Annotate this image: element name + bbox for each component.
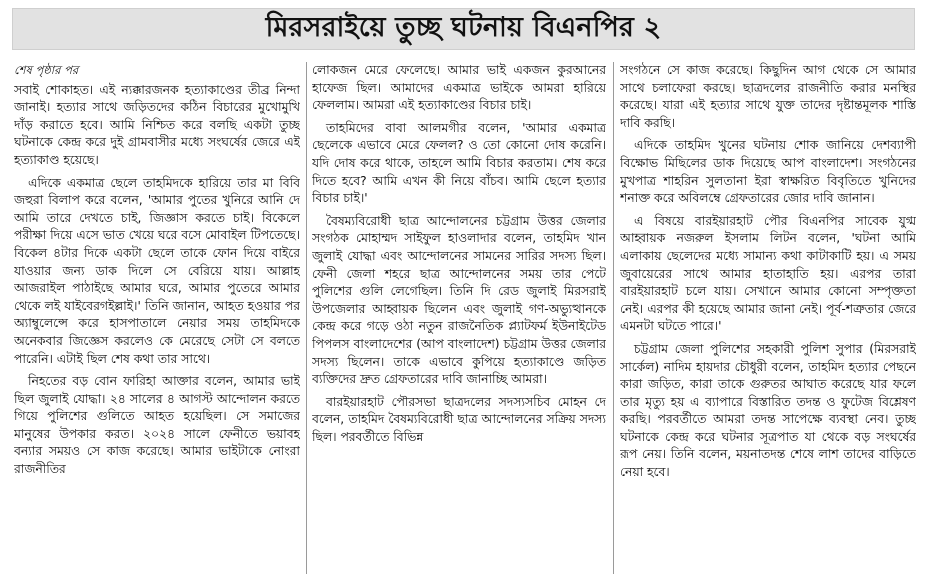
paragraph: বৈষম্যবিরোধী ছাত্র আন্দোলনের চট্টগ্রাম উত্তর জেলার সংগঠক মোহাম্মদ সাইফুল হাওলাদার বলেন, তাহমিদ খান জুলাই যোদ্ধা এবং আন্দোলনের সামনের সারির সদস্য ছিল। ফেনী জেলা শহরে ছাত্র আন্দোলনের সময় তার পেটে পুলিশের গুলি লেগেছিল। তিনি দি রেড জুলাই মিরসরাই উপজেলার আহ্বায়ক ছিলেন এবং জুলাই গণ-অভ্যুত্থানকে কেন্দ্র করে গড়ে ওঠা নতুন রাজনৈতিক প্ল্যাটফর্ম ইউনাইটেড পিপলস বাংলাদেশের (আপ বাংলাদেশ) চট্টগ্রাম উত্তর জেলার সদস্য ছিলেন। তাকে এভাবে কুপিয়ে হত্যাকাণ্ডে জড়িত ব্যক্তিদের দ্রুত গ্রেফতারের দাবি জানাচ্ছি আমরা।: [312, 213, 606, 387]
article-column-2: [312, 62, 606, 578]
paragraph: নিহতের বড় বোন ফারিহা আক্তার বলেন, আমার ভাই ছিল জুলাই যোদ্ধা। ২৪ সালের ৪ আগস্ট আন্দোলন করতে গিয়ে পুলিশের গুলিতে আহত হয়েছিল। সে সমাজের মানুষের উপকার করত। ২০২৪ সালে ফেনীতে ভয়াবহ বন্যার সময়ও সে কাজ করেছে। আমার ভাইটাকে নোংরা রাজনীতির: [14, 374, 300, 477]
headline-banner: [12, 8, 915, 50]
paragraph: বারইয়ারহাট পৌরসভা ছাত্রদলের সদস্যসচিব মোহন দে বলেন, তাহমিদ বৈষম্যবিরোধী ছাত্র আন্দোলনের সক্রিয় সদস্য ছিল। পরবর্তীতে বিভিন্ন: [312, 394, 606, 444]
article-column-1: [14, 62, 300, 578]
paragraph: এদিকে একমাত্র ছেলে তাহমিদকে হারিয়ে তার মা বিবি জহুরা বিলাপ করে বলেন, 'আমার পুতের খুনিরে আনি দে আমি তারে দেখতে চাই, জিজ্ঞাস করতে চাই। বিকেলে পরীক্ষা দিয়ে এসে ভাত খেয়ে ঘরে বসে মোবাইল টিপতেছে। বিকেল ৪টার দিকে একটা ছেলে তাকে ফোন দিয়ে বাইরে যাওয়ার জন্য ডাক দিলে সে বেরিয়ে যায়। আল্লাহ আজরাইল পাঠাইছে আমার ঘরে, আমার পুতেরে আমার থেকে লই যাইবেরগইল্লাই।' তিনি জানান, আহত হওয়ার পর অ্যাম্বুলেন্সে করে হাসপাতালে নেয়ার সময় তাহমিদকে অনেকবার জিজ্ঞেস করলেও কে মেরেছে সেটা সে বলতে পারেনি। এটাই ছিল শেষ কথা তার সাথে।: [14, 175, 300, 366]
paragraph: তাহমিদের বাবা আলমগীর বলেন, 'আমার একমাত্র ছেলেকে এভাবে মেরে ফেলল? ও তো কোনো দোষ করেনি। যদি দোষ করে থাকে, তাহলে আমি বিচার করতাম। শেষ করে দিতে হবে? আমি এখন কী নিয়ে বাঁচব। আমি ছেলে হত্যার বিচার চাই।': [312, 120, 606, 206]
column-divider: [306, 62, 307, 574]
paragraph: চট্টগ্রাম জেলা পুলিশের সহকারী পুলিশ সুপার (মিরসরাই সার্কেল) নাদিম হায়দার চৌধুরী বলেন, তাহমিদ হত্যার পেছনে কারা জড়িত, কারা তাকে গুরুতর আঘাত করেছে যার ফলে তার মৃত্যু হয় এ ব্যাপারে বিস্তারিত তদন্ত ও ফুটেজ বিশ্লেষণ করছি। পরবর্তীতে আমরা তদন্ত সাপেক্ষে ব্যবস্থা নেব। তুচ্ছ ঘটনাকে কেন্দ্র করে ঘটনার সূত্রপাত যা থেকে বড় সংঘর্ষের রূপ নেয়। তিনি বলেন, ময়নাতদন্ত শেষে লাশ তাদের বাড়িতে নেয়া হবে।: [620, 341, 916, 480]
paragraph: লোকজন মেরে ফেলেছে। আমার ভাই একজন কুরআনের হাফেজ ছিল। আমাদের একমাত্র ভাইকে আমরা হারিয়ে ফেললাম। আমরা এই হত্যাকাণ্ডের বিচার চাই।: [312, 63, 606, 113]
article-column-3: [620, 62, 916, 578]
paragraph: সংগঠনে সে কাজ করেছে। কিছুদিন আগ থেকে সে আমার সাথে চলাফেরা করছে। ছাত্রদলের রাজনীতি করার মনস্থির করেছে। যারা এই হত্যার সাথে যুক্ত তাদের দৃষ্টান্তমূলক শাস্তি দাবি করছি।: [620, 63, 916, 130]
paragraph: এদিকে তাহমিদ খুনের ঘটনায় শোক জানিয়ে দেশব্যাপী বিক্ষোভ মিছিলের ডাক দিয়েছে আপ বাংলাদেশ। সংগঠনের মুখপাত্র শাহরিন সুলতানা ইরা স্বাক্ষরিত বিবৃতিতে খুনিদের শনাক্ত করে অবিলম্বে গ্রেফতারের জোর দাবি জানান।: [620, 138, 916, 206]
column-divider: [613, 62, 614, 574]
continuation-label: শেষ পৃষ্ঠার পর: [14, 63, 79, 77]
paragraph: সবাই শোকাহত। এই ন্যক্কারজনক হত্যাকাণ্ডের তীব্র নিন্দা জানাই। হত্যার সাথে জড়িতদের কঠিন বিচারের মুখোমুখি দাঁড় করাতে হবে। আমি নিশ্চিত করে বলছি একটা তুচ্ছ ঘটনাকে কেন্দ্র করে দুই গ্রামবাসীর মধ্যে সংঘর্ষের জেরে এই হত্যাকাণ্ড হয়েছে।: [14, 82, 300, 167]
headline-text: মিরসরাইয়ে তুচ্ছ ঘটনায় বিএনপির ২: [265, 11, 662, 43]
paragraph: এ বিষয়ে বারইয়ারহাট পৌর বিএনপির সাবেক যুগ্ম আহ্বায়ক নজরুল ইসলাম লিটন বলেন, 'ঘটনা আমি এলাকায় ছেলেদের মধ্যে সামান্য কথা কাটাকাটি হয়। এ সময় জুবায়েরের সাথে আমার হাতাহাতি হয়। এরপর তারা বারইয়ারহাট চলে যায়। সেখানে আমার কোনো সম্পৃক্ততা নেই। এরপর কী হয়েছে আমার জানা নেই। পূর্ব-শত্রুতার জেরে এমনটা ঘটতে পারে।': [620, 213, 916, 334]
